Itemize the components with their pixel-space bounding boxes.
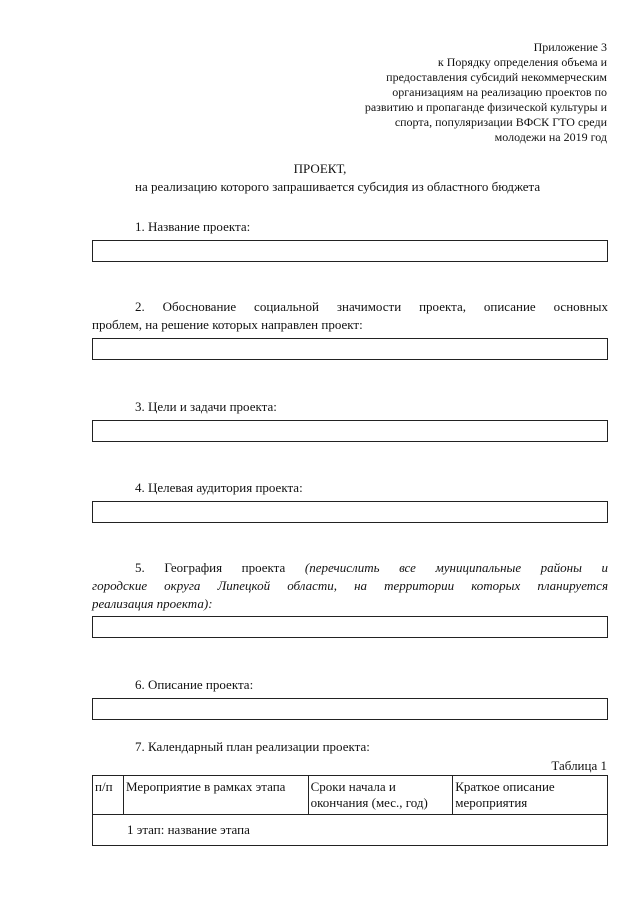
section-5-italic-2: городские округа Липецкой области, на территории которых планируется [92, 578, 608, 593]
section-5-label-line1 [135, 559, 608, 576]
target-audience-field[interactable] [92, 501, 608, 523]
document-subtitle: на реализацию которого запрашивается субсидия из областного бюджета [135, 179, 541, 194]
table-header-row [93, 776, 608, 815]
section-7-label: 7. Календарный план реализации проекта: [135, 739, 370, 754]
table-caption: Таблица 1 [551, 758, 607, 773]
header-event: Мероприятие в рамках этапа [123, 776, 308, 815]
section-4-label: 4. Целевая аудитория проекта: [135, 480, 303, 495]
section-5-italic-1: (перечислить все муниципальные районы и [304, 560, 608, 575]
social-significance-field[interactable] [92, 338, 608, 360]
appendix-line: спорта, популяризации ВФСК ГТО среди [394, 115, 607, 129]
document-title: ПРОЕКТ, [293, 161, 347, 176]
calendar-plan-table [92, 775, 608, 846]
project-name-field[interactable] [92, 240, 608, 262]
section-3-label: 3. Цели и задачи проекта: [135, 399, 277, 414]
geography-field[interactable] [92, 616, 608, 638]
appendix-line: организациям на реализацию проектов по [392, 85, 607, 99]
table-row [93, 815, 608, 846]
appendix-line: Приложение 3 [533, 40, 607, 54]
header-number: п/п [93, 776, 124, 815]
appendix-line: предоставления субсидий некоммерческим [386, 70, 607, 84]
appendix-line: к Порядку определения объема и [437, 55, 607, 69]
section-5-italic-3: реализация проекта): [92, 596, 213, 611]
appendix-line: развитию и пропаганде физической культуры и [364, 100, 607, 114]
goals-field[interactable] [92, 420, 608, 442]
project-description-field[interactable] [92, 698, 608, 720]
section-5-plain: 5. География проекта [135, 560, 305, 575]
header-dates: Сроки начала и окончания (мес., год) [308, 776, 453, 815]
section-1-label: 1. Название проекта: [135, 219, 251, 234]
appendix-line: молодежи на 2019 год [494, 130, 607, 144]
section-2-label-line1: 2. Обоснование социальной значимости проекта, описание основных [135, 299, 608, 314]
section-6-label: 6. Описание проекта: [135, 677, 254, 692]
stage-row[interactable]: 1 этап: название этапа [93, 815, 608, 846]
section-2-label-line2: проблем, на решение которых направлен проект: [92, 317, 363, 332]
appendix-block [307, 40, 607, 145]
header-description: Краткое описание мероприятия [453, 776, 608, 815]
